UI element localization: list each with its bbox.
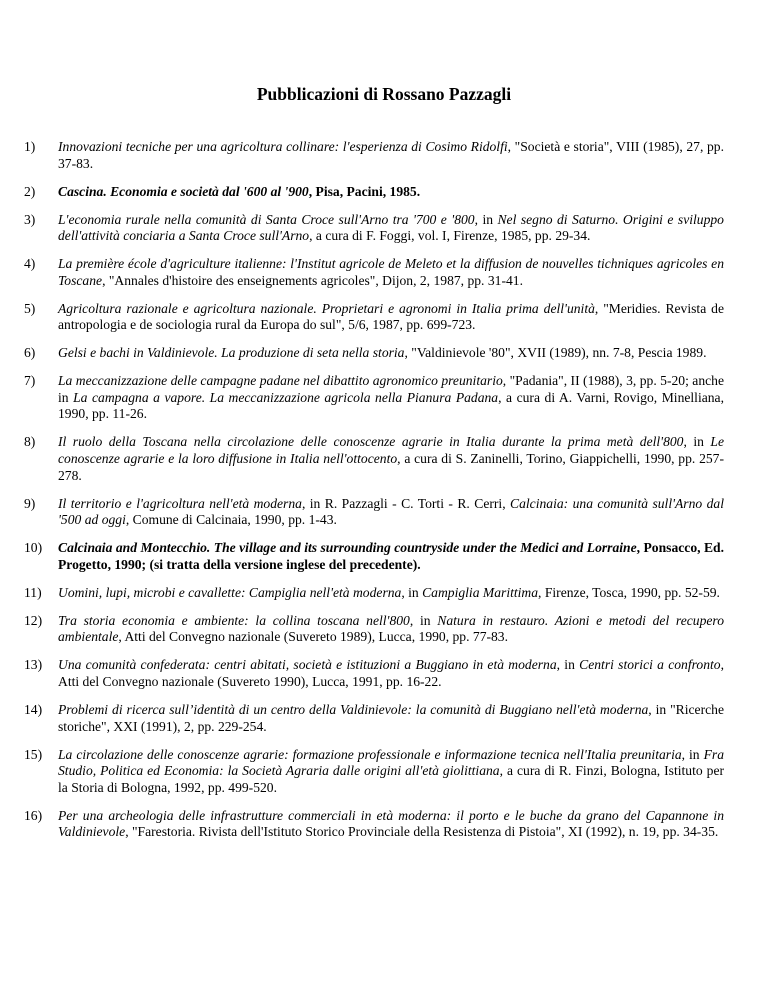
item-text-part: , Atti del Convegno nazionale (Suvereto 1989), Lucca, 1990, pp. 77-83. xyxy=(118,629,509,645)
item-text-part: , "Annales d'histoire des enseignements agricoles", Dijon, 2, 1987, pp. 31-41. xyxy=(102,272,523,288)
item-text-part: , "Valdinievole '80", XVII (1989), nn. 7-8, Pescia 1989. xyxy=(404,345,707,361)
item-number: 7) xyxy=(24,373,36,389)
item-text-part: , a cura di R. Finzi, Bologna, Istituto per la Storia di Bologna, 1992, pp. 499-520. xyxy=(58,763,725,795)
item-title-italic: Campiglia Marittima xyxy=(422,584,539,600)
item-title-italic: Il territorio e l'agricoltura nell'età moderna xyxy=(58,495,302,511)
item-number: 8) xyxy=(24,434,36,450)
item-title-italic: Natura in restauro. Azioni e metodi del recupero ambientale xyxy=(58,612,724,645)
item-text xyxy=(58,585,720,600)
item-number: 3) xyxy=(24,211,36,227)
item-number: 6) xyxy=(24,345,36,361)
publication-item xyxy=(24,702,724,735)
publication-item xyxy=(24,256,724,289)
item-text-part: , "Società e storia", VIII (1985), 27, pp. 37-83. xyxy=(58,139,724,171)
publication-item xyxy=(24,747,724,797)
item-title-italic: Il ruolo della Toscana nella circolazione delle conoscenze agrarie in Italia durante la prima metà dell'800 xyxy=(58,434,684,450)
item-text xyxy=(58,702,724,734)
item-text-part: , in "Ricerche storiche", XXI (1991), 2, pp. 229-254. xyxy=(58,701,724,734)
item-number: 16) xyxy=(24,807,43,823)
item-text xyxy=(58,540,724,572)
item-text-part: , in xyxy=(556,657,580,673)
item-text xyxy=(58,747,724,795)
item-text xyxy=(58,301,724,333)
item-title-italic: Uomini, lupi, microbi e cavallette: Campiglia nell'età moderna xyxy=(58,584,402,600)
item-text-part: , Firenze, Tosca, 1990, pp. 52-59. xyxy=(538,584,720,600)
item-number: 5) xyxy=(24,300,36,316)
item-text xyxy=(58,496,724,528)
publication-item xyxy=(24,139,724,172)
publication-list xyxy=(24,139,724,852)
item-text xyxy=(58,256,724,288)
item-number: 14) xyxy=(24,701,43,717)
item-number: 15) xyxy=(24,746,43,762)
item-text-part: , Atti del Convegno nazionale (Suvereto 1990), Lucca, 1991, pp. 16-22. xyxy=(58,657,724,689)
item-text-part: , Pisa, Pacini, 1985. xyxy=(308,183,421,199)
publication-item xyxy=(24,212,724,245)
item-text-part: , in R. Pazzagli - C. Torti - R. Cerri, xyxy=(301,495,511,511)
item-number: 10) xyxy=(24,540,43,556)
publication-item xyxy=(24,657,724,690)
item-number: 11) xyxy=(24,584,42,600)
item-text-part: , in xyxy=(401,584,423,600)
publication-item xyxy=(24,540,724,573)
item-title-italic: Calcinaia: una comunità sull'Arno dal '500 ad oggi xyxy=(58,495,724,528)
item-text-part: , a cura di F. Foggi, vol. I, Firenze, 1985, pp. 29-34. xyxy=(309,228,591,244)
item-text-part: , in xyxy=(681,746,704,762)
item-title-italic: Fra Studio, Politica ed Economia: la Società Agraria dalle origini all'età giolittiana xyxy=(58,746,724,779)
item-text-part: , a cura di S. Zaninelli, Torino, Giappichelli, 1990, pp. 257-278. xyxy=(58,451,724,483)
item-number: 13) xyxy=(24,657,43,673)
item-number: 2) xyxy=(24,183,36,199)
item-text-part: , a cura di A. Varni, Rovigo, Minelliana, 1990, pp. 11-26. xyxy=(58,389,724,422)
item-title-italic: Una comunità confederata: centri abitati, società e istituzioni a Buggiano in età moderna xyxy=(58,657,557,673)
item-text xyxy=(58,212,724,244)
item-text-part: , "Padania", II (1988), 3, pp. 5-20; anche in xyxy=(58,373,724,405)
publication-item xyxy=(24,434,724,484)
item-title-italic: Gelsi e bachi in Valdinievole. La produzione di seta nella storia xyxy=(58,345,405,361)
item-text-part: , in xyxy=(474,211,498,227)
item-number: 1) xyxy=(24,139,36,154)
publication-item xyxy=(24,301,724,334)
publication-item xyxy=(24,373,724,423)
item-title-italic: La campagna a vapore. La meccanizzazione agricola nella Pianura Padana xyxy=(73,389,499,405)
item-title-italic: Calcinaia and Montecchio. The village and its surrounding countryside under the Medici and Lorraine xyxy=(58,540,637,556)
item-title-italic: Centri storici a confronto xyxy=(579,657,721,673)
item-title-italic: Cascina. Economia e società dal '600 al '900 xyxy=(58,183,309,199)
item-title-italic: Tra storia economia e ambiente: la collina toscana nell'800 xyxy=(58,612,410,628)
item-text xyxy=(58,139,724,171)
item-title-italic: La première école d'agriculture italienne: l'Institut agricole de Meleto et la diffusion de nouvelles tichniques agricoles en Toscane xyxy=(58,256,724,288)
item-text xyxy=(58,373,724,421)
item-text xyxy=(58,613,724,645)
item-text-part: , "Farestoria. Rivista dell'Istituto Storico Provinciale della Resistenza di Pistoia", XI (1992), n. 19, pp. 34-35. xyxy=(125,824,719,840)
item-text xyxy=(58,808,724,840)
item-text-part: , in xyxy=(683,434,711,450)
page-title: Pubblicazioni di Rossano Pazzagli xyxy=(256,84,512,104)
item-title-italic: Problemi di ricerca sull’identità di un centro della Valdinievole: la comunità di Buggiano nell'età moderna xyxy=(58,701,649,717)
item-number: 9) xyxy=(24,495,36,511)
item-title-italic: Agricoltura razionale e agricoltura nazionale. Proprietari e agronomi in Italia prima dell'unità xyxy=(58,300,595,316)
item-text xyxy=(58,434,724,482)
item-text-part: , Ponsacco, Ed. Progetto, 1990; (si tratta della versione inglese del precedente). xyxy=(58,540,724,572)
item-number: 12) xyxy=(24,612,43,628)
publication-item xyxy=(24,345,724,362)
item-title-italic: Le conoscenze agrarie e la loro diffusione in Italia nell'ottocento xyxy=(58,434,725,467)
item-text-part: , in xyxy=(409,612,438,628)
item-title-italic: Per una archeologia delle infrastrutture commerciali in età moderna: il porto e le buche da grano del Capannone in Valdinievole xyxy=(58,807,724,840)
publication-item xyxy=(24,808,724,841)
item-title-italic: La circolazione delle conoscenze agrarie: formazione professionale e informazione tecnica nell'Italia preunitaria xyxy=(58,746,682,762)
item-text xyxy=(58,657,724,689)
publication-item xyxy=(24,184,724,201)
publication-item xyxy=(24,585,724,602)
item-number: 4) xyxy=(24,256,36,272)
item-text-part: , Comune di Calcinaia, 1990, pp. 1-43. xyxy=(125,512,337,528)
item-title-italic: La meccanizzazione delle campagne padane nel dibattito agronomico preunitario xyxy=(58,373,503,389)
item-title-italic: Nel segno di Saturno. Origini e sviluppo dell'attività conciaria a Santa Croce sull'Arno xyxy=(58,211,724,244)
publication-item xyxy=(24,496,724,529)
item-title-italic: Innovazioni tecniche per una agricoltura collinare: l'esperienza di Cosimo Ridolfi xyxy=(58,139,508,154)
item-title-italic: L'economia rurale nella comunità di Santa Croce sull'Arno tra '700 e '800 xyxy=(58,211,475,227)
item-text xyxy=(58,184,420,199)
item-text-part: , "Meridies. Revista de antropologia e de sociologia rural da Europa do sul", 5/6, 1987, pp. 699-723. xyxy=(58,300,724,333)
publication-item xyxy=(24,613,724,646)
item-text xyxy=(58,345,706,360)
